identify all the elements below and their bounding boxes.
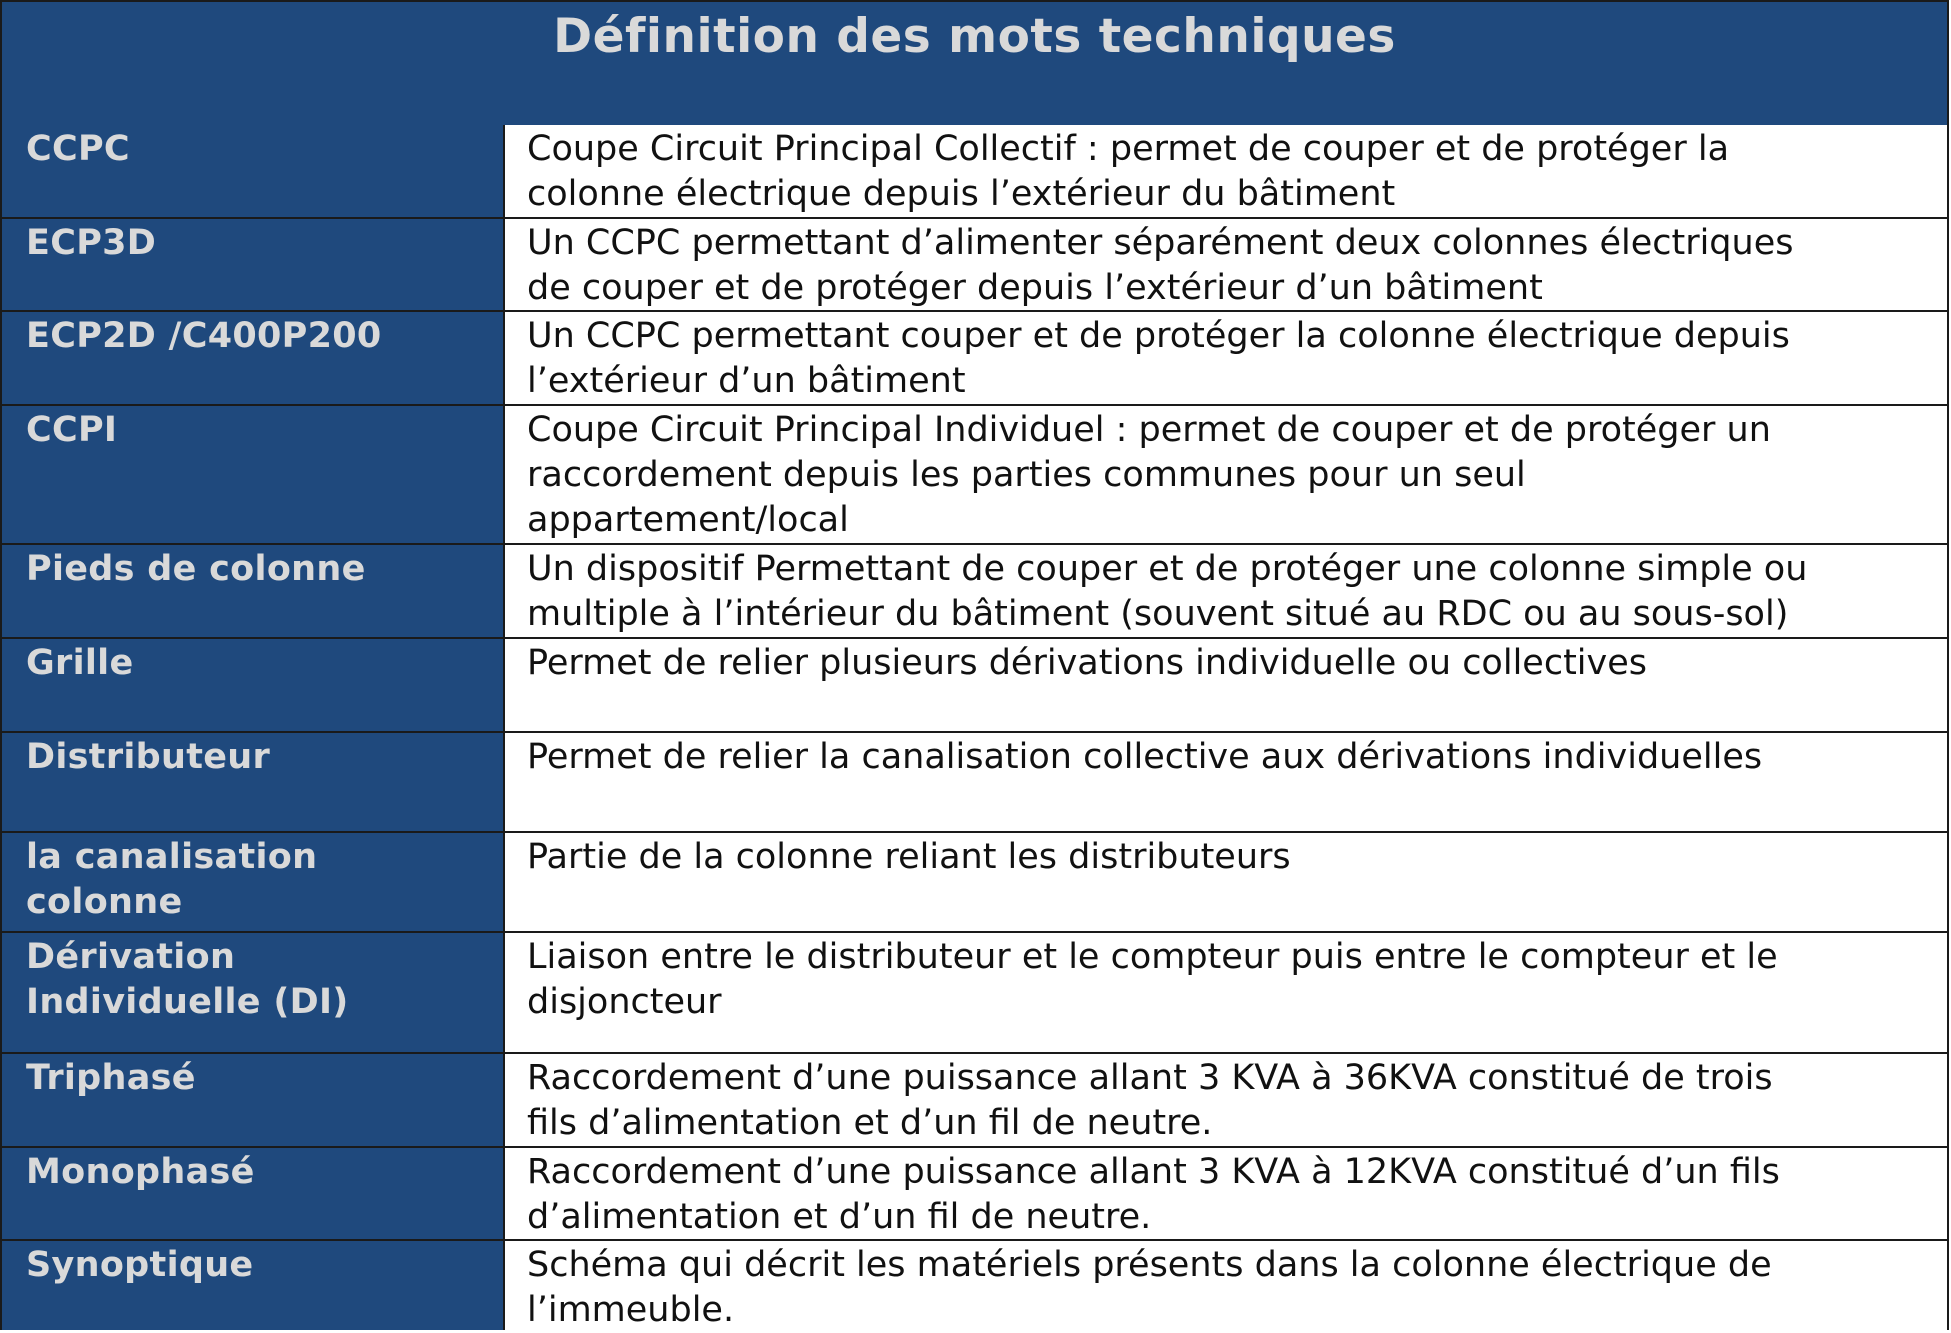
term-label: ECP2D /C400P200 (26, 316, 382, 356)
term-label: Triphasé (26, 1058, 196, 1098)
term-label: la canalisation colonne (26, 837, 318, 922)
term-cell (2, 1148, 505, 1239)
term-label: CCPC (26, 129, 130, 169)
definition-text: Schéma qui décrit les matériels présents dans la colonne électrique de l’immeuble. (527, 1245, 1772, 1330)
term-cell (2, 545, 505, 637)
definition-text: Liaison entre le distributeur et le compteur puis entre le compteur et le disjoncteur (527, 937, 1778, 1022)
term-cell (2, 639, 505, 731)
table-row (2, 833, 1947, 933)
term-cell (2, 125, 505, 217)
definition-text: Coupe Circuit Principal Individuel : permet de couper et de protéger un raccordement depuis les parties communes pour un seul appartement/local (527, 410, 1771, 540)
definition-text: Permet de relier plusieurs dérivations individuelle ou collectives (527, 643, 1647, 683)
definition-cell (505, 1148, 1947, 1239)
table-header (2, 2, 1947, 127)
table-row (2, 312, 1947, 406)
definition-text: Un CCPC permettant couper et de protéger la colonne électrique depuis l’extérieur d’un bâtiment (527, 316, 1790, 401)
table-row (2, 219, 1947, 312)
term-label: Distributeur (26, 737, 271, 777)
term-cell (2, 312, 505, 404)
definition-cell (505, 833, 1947, 931)
definition-cell (505, 1054, 1947, 1146)
term-cell (2, 733, 505, 831)
definition-text: Partie de la colonne reliant les distributeurs (527, 837, 1291, 877)
term-label: Pieds de colonne (26, 549, 366, 589)
term-cell (2, 406, 505, 543)
definition-text: Raccordement d’une puissance allant 3 KVA à 12KVA constitué d’un fils d’alimentation et d’un fil de neutre. (527, 1152, 1780, 1237)
definition-cell (505, 733, 1947, 831)
table-row (2, 125, 1947, 219)
term-label: Synoptique (26, 1245, 254, 1285)
table-row (2, 733, 1947, 833)
table-row (2, 406, 1947, 545)
definition-text: Un dispositif Permettant de couper et de protéger une colonne simple ou multiple à l’intérieur du bâtiment (souvent situé au RDC ou au sous-sol) (527, 549, 1808, 634)
definition-cell (505, 1241, 1947, 1330)
table-row (2, 1241, 1947, 1330)
term-cell (2, 933, 505, 1052)
page-title: Définition des mots techniques (553, 9, 1396, 64)
definition-cell (505, 125, 1947, 217)
term-cell (2, 1241, 505, 1330)
definition-text: Coupe Circuit Principal Collectif : permet de couper et de protéger la colonne électrique depuis l’extérieur du bâtiment (527, 129, 1730, 214)
definition-text: Permet de relier la canalisation collective aux dérivations individuelles (527, 737, 1763, 777)
definition-text: Un CCPC permettant d’alimenter séparément deux colonnes électriques de couper et de protéger depuis l’extérieur d’un bâtiment (527, 223, 1794, 308)
term-label: ECP3D (26, 223, 157, 263)
definition-cell (505, 545, 1947, 637)
table-row (2, 545, 1947, 639)
term-cell (2, 833, 505, 931)
term-label: Grille (26, 643, 134, 683)
term-label: CCPI (26, 410, 118, 450)
definition-cell (505, 219, 1947, 310)
definition-cell (505, 406, 1947, 543)
table-row (2, 639, 1947, 733)
term-label: Monophasé (26, 1152, 255, 1192)
definition-cell (505, 933, 1947, 1052)
term-cell (2, 1054, 505, 1146)
definition-cell (505, 639, 1947, 731)
definition-text: Raccordement d’une puissance allant 3 KVA à 36KVA constitué de trois fils d’alimentation et d’un fil de neutre. (527, 1058, 1773, 1143)
term-label: Dérivation Individuelle (DI) (26, 937, 349, 1022)
table-row (2, 1054, 1947, 1148)
table-row (2, 1148, 1947, 1241)
term-cell (2, 219, 505, 310)
table-row (2, 933, 1947, 1054)
definition-cell (505, 312, 1947, 404)
